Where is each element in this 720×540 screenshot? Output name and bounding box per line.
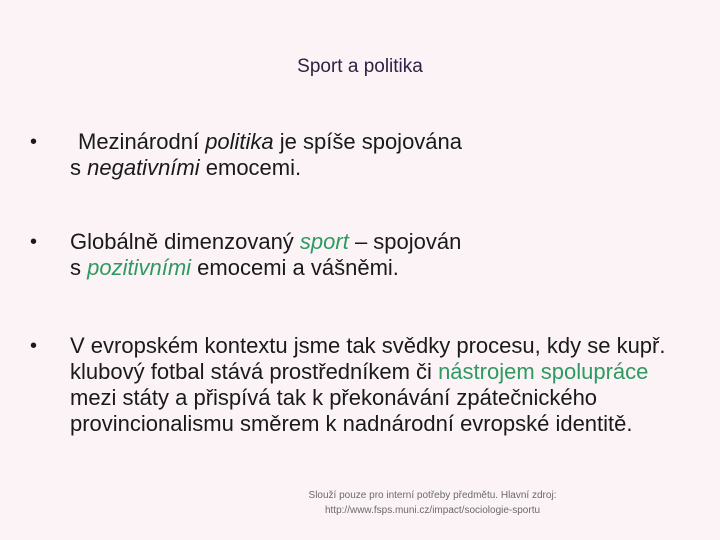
text-run: s <box>70 255 88 280</box>
text-run-italic: negativními <box>87 155 200 180</box>
bullet-item-1 <box>30 129 690 181</box>
bullet-marker: • <box>30 231 38 253</box>
bullet-text <box>30 229 690 281</box>
text-run-italic-green: sport <box>299 229 349 254</box>
text-run: V evropském kontextu jsme tak svědky procesu, kdy se kupř. klubový fotbal stává prostředníkem či <box>70 333 666 384</box>
bullet-item-2 <box>30 229 690 281</box>
bullet-item-3 <box>30 333 690 437</box>
text-run: s <box>70 155 88 180</box>
text-run-italic: politika <box>205 129 274 154</box>
text-run-italic-green: pozitivními <box>87 255 192 280</box>
bullet-continuation <box>70 155 690 181</box>
bullet-text <box>30 129 690 181</box>
text-run: Globálně dimenzovaný <box>70 229 300 254</box>
text-run: emocemi. <box>199 155 302 180</box>
bullet-text <box>30 333 690 437</box>
text-run: je spíše spojována <box>273 129 463 154</box>
bullet-continuation <box>70 255 690 281</box>
text-run-green: nástrojem spolupráce <box>438 359 649 384</box>
text-run: mezi státy a přispívá tak k překonávání zpátečnického provincionalismu směrem k nadnárodní evropské identitě. <box>70 385 633 436</box>
text-run: – spojován <box>348 229 462 254</box>
footer-source-url: http://www.fsps.muni.cz/impact/sociologie-sportu <box>324 505 541 516</box>
bullet-marker: • <box>30 335 38 357</box>
slide-footer <box>260 488 605 518</box>
bullet-marker: • <box>30 131 38 153</box>
text-run: Mezinárodní <box>78 129 206 154</box>
text-run: emocemi a vášněmi. <box>191 255 399 280</box>
footer-note: Slouží pouze pro interní potřeby předmětu. Hlavní zdroj: <box>308 490 557 501</box>
slide-title: Sport a politika <box>297 56 423 77</box>
